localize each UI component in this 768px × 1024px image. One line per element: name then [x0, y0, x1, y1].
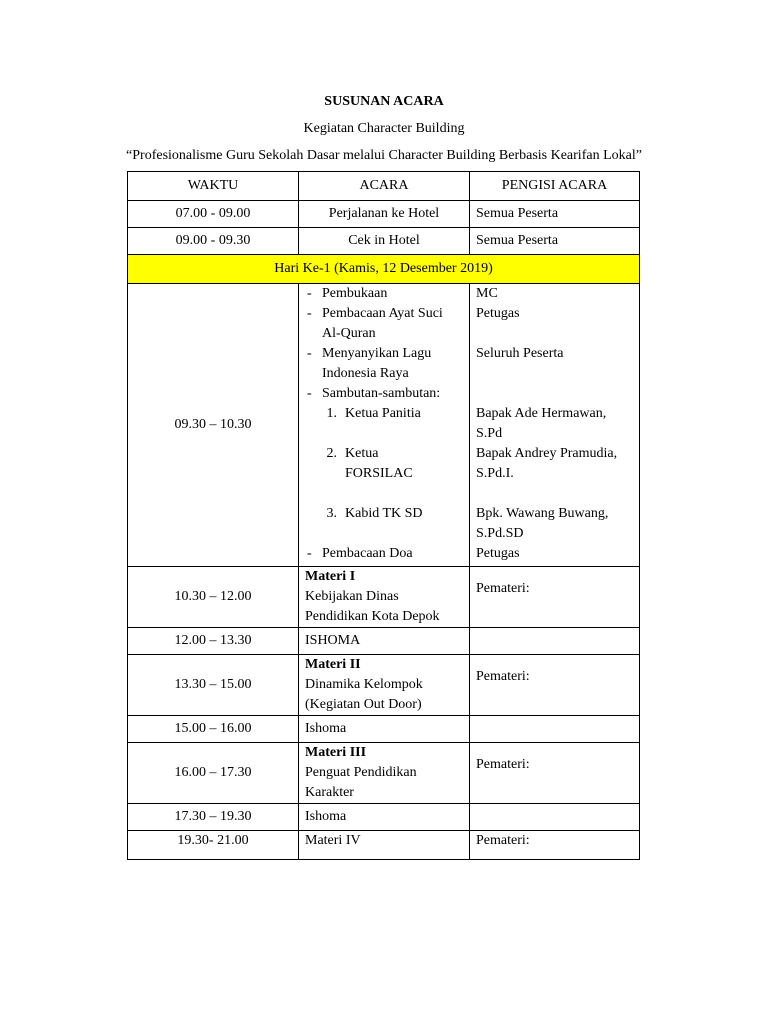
acara-cell: Materi III Penguat Pendidikan Karakter	[299, 743, 470, 804]
table-row	[128, 716, 640, 743]
list-item: - Pembacaan Ayat Suci Al-Quran	[307, 306, 443, 341]
acara-cell: ISHOMA	[299, 628, 470, 655]
waktu-cell: 16.00 – 17.30	[128, 743, 299, 804]
doc-theme: “Profesionalisme Guru Sekolah Dasar melalui Character Building Berbasis Kearifan Lokal”	[126, 148, 642, 163]
table-header-row	[128, 172, 640, 201]
header-waktu: WAKTU	[128, 172, 299, 201]
waktu-cell: 19.30- 21.00	[128, 831, 299, 860]
spacer	[305, 424, 463, 444]
list-item: - Menyanyikan Lagu Indonesia Raya	[307, 346, 432, 381]
acara-cell: Perjalanan ke Hotel	[299, 201, 470, 228]
list-item: 1. Ketua Panitia	[326, 406, 421, 421]
pengisi-cell	[470, 716, 640, 743]
table-row	[128, 228, 640, 255]
table-row-materi	[128, 655, 640, 716]
waktu-cell: 12.00 – 13.30	[128, 628, 299, 655]
acara-cell: Materi I Kebijakan Dinas Pendidikan Kota Depok	[299, 567, 470, 628]
table-row	[128, 831, 640, 860]
acara-cell: Ishoma	[299, 804, 470, 831]
waktu-cell: 13.30 – 15.00	[128, 655, 299, 716]
waktu-cell: 15.00 – 16.00	[128, 716, 299, 743]
pengisi-cell	[470, 804, 640, 831]
pengisi-cell: Pemateri:	[470, 743, 640, 804]
table-row	[128, 628, 640, 655]
header-acara: ACARA	[299, 172, 470, 201]
list-item: - Pembukaan	[307, 286, 388, 301]
program-list	[305, 284, 463, 564]
pengisi-cell: Semua Peserta	[470, 201, 640, 228]
list-item: 3. Kabid TK SD	[326, 506, 423, 521]
list-item: - Sambutan-sambutan:	[307, 386, 441, 401]
acara-cell: Ishoma	[299, 716, 470, 743]
acara-cell: Cek in Hotel	[299, 228, 470, 255]
doc-title: SUSUNAN ACARA	[324, 94, 444, 109]
pengisi-cell: Pemateri:	[470, 831, 640, 860]
table-row-materi	[128, 567, 640, 628]
spacer	[305, 524, 463, 544]
waktu-cell: 09.30 – 10.30	[128, 284, 299, 567]
header-pengisi: PENGISI ACARA	[470, 172, 640, 201]
pengisi-cell: Pemateri:	[470, 655, 640, 716]
waktu-cell: 07.00 - 09.00	[128, 201, 299, 228]
schedule-table	[127, 171, 640, 860]
acara-cell: Materi IV	[299, 831, 470, 860]
day-banner-row	[128, 255, 640, 284]
pengisi-cell: Semua Peserta	[470, 228, 640, 255]
list-item: - Pembacaan Doa	[307, 546, 413, 561]
acara-cell: Materi II Dinamika Kelompok (Kegiatan Out Door)	[299, 655, 470, 716]
waktu-cell: 09.00 - 09.30	[128, 228, 299, 255]
table-row-opening	[128, 284, 640, 567]
doc-subtitle: Kegiatan Character Building	[303, 121, 465, 136]
waktu-cell: 10.30 – 12.00	[128, 567, 299, 628]
acara-cell	[299, 284, 470, 567]
list-item: 2. Ketua FORSILAC	[326, 446, 413, 481]
waktu-cell: 17.30 – 19.30	[128, 804, 299, 831]
pengisi-cell: MC Petugas Seluruh Peserta Bapak Ade Hermawan, S.Pd Bapak Andrey Pramudia, S.Pd.I. Bpk. Wawang Buwang, S.Pd.SD Petugas	[470, 284, 640, 567]
spacer	[305, 484, 463, 504]
table-row	[128, 201, 640, 228]
table-row	[128, 804, 640, 831]
day-banner: Hari Ke-1 (Kamis, 12 Desember 2019)	[128, 255, 640, 284]
pengisi-cell: Pemateri:	[470, 567, 640, 628]
table-row-materi	[128, 743, 640, 804]
pengisi-cell	[470, 628, 640, 655]
